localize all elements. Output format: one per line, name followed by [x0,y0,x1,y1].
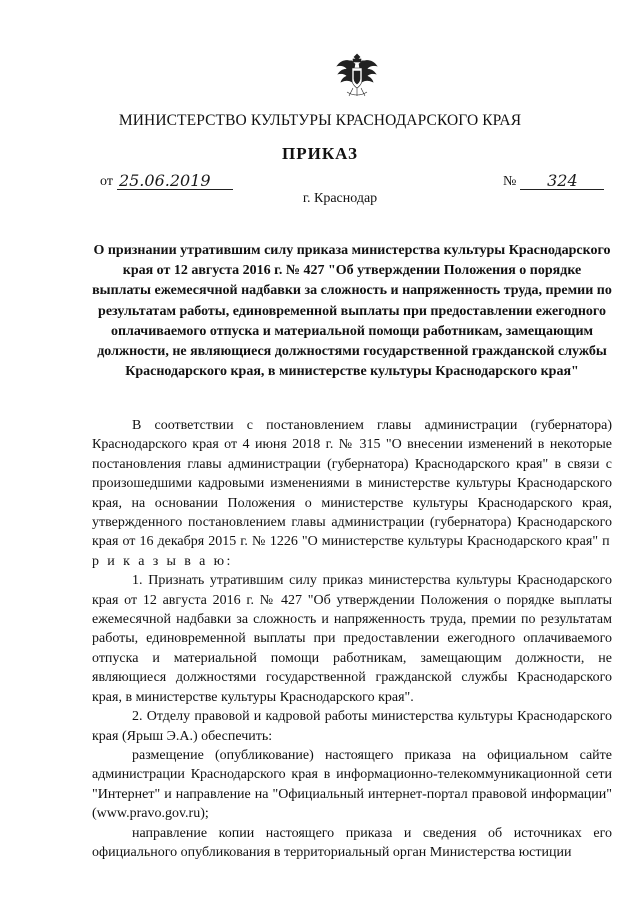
date-value: 25.06.2019 [117,172,233,190]
coat-of-arms-icon [335,52,379,98]
preamble-paragraph [92,416,612,571]
preamble-text: В соответствии с постановлением главы администрации (губернатора) Краснодарского края от 4 июня 2018 г. № 315 "О внесении изменений в некоторые постановления главы администрации (губернатора) Краснодарского края" в связи с произошедшими кадровыми изменениями в министерстве культуры Краснодарского края, на основании Положения о министерстве культуры Краснодарского края, утвержденного постановлением главы администрации (губернатора) Краснодарского края от 16 декабря 2015 г. № 1226 "О министерстве культуры Краснодарского края" [92,418,612,550]
item-2a-paragraph: размещение (опубликование) настоящего приказа на официальном сайте администрации Краснодарского края в информационно-телекоммуникационной сети "Интернет" и направление на "Официальный интернет-портал правовой информации" (www.pravo.gov.ru); [92,747,612,822]
document-body [92,416,612,862]
item-2-paragraph: 2. Отделу правовой и кадровой работы министерства культуры Краснодарского края (Ярыш Э.А.) обеспечить: [92,709,612,744]
document-title: О признании утратившим силу приказа министерства культуры Краснодарского края от 12 августа 2016 г. № 427 "Об утверждении Положения о порядке выплаты ежемесячной надбавки за сложность и напряженность труда, премии по результатам работы, единовременной выплаты при предоставлении ежегодного оплачиваемого отпуска и материальной помощи работникам, замещающим должности, не являющиеся должностями государственной гражданской службы Краснодарского края, в министерстве культуры Краснодарского края" [92,243,612,380]
date-line [100,172,233,190]
date-prefix: от [100,174,113,189]
ministry-name: МИНИСТЕРСТВО КУЛЬТУРЫ КРАСНОДАРСКОГО КРАЯ [118,112,522,129]
number-prefix: № [503,174,517,189]
city: г. Краснодар [302,191,378,206]
number-line [503,172,604,190]
item-1-paragraph: 1. Признать утратившим силу приказ министерства культуры Краснодарского края от 12 августа 2016 г. № 427 "Об утверждении Положения о порядке выплаты ежемесячной надбавки за сложность и напряженность труда, премии по результатам работы, единовременной выплаты при предоставлении ежегодного оплачиваемого отпуска и материальной помощи работникам, замещающим должности, не являющиеся должностями государственной гражданской службы Краснодарского края, в министерстве культуры Краснодарского края". [92,573,612,705]
document-type: ПРИКАЗ [282,144,358,163]
number-value: 324 [520,172,604,190]
order-word: п р и к а з ы в а ю: [92,534,613,569]
item-2b-paragraph: направление копии настоящего приказа и сведения об источниках его официального опубликования в территориальный орган Министерства юстиции [92,825,612,860]
